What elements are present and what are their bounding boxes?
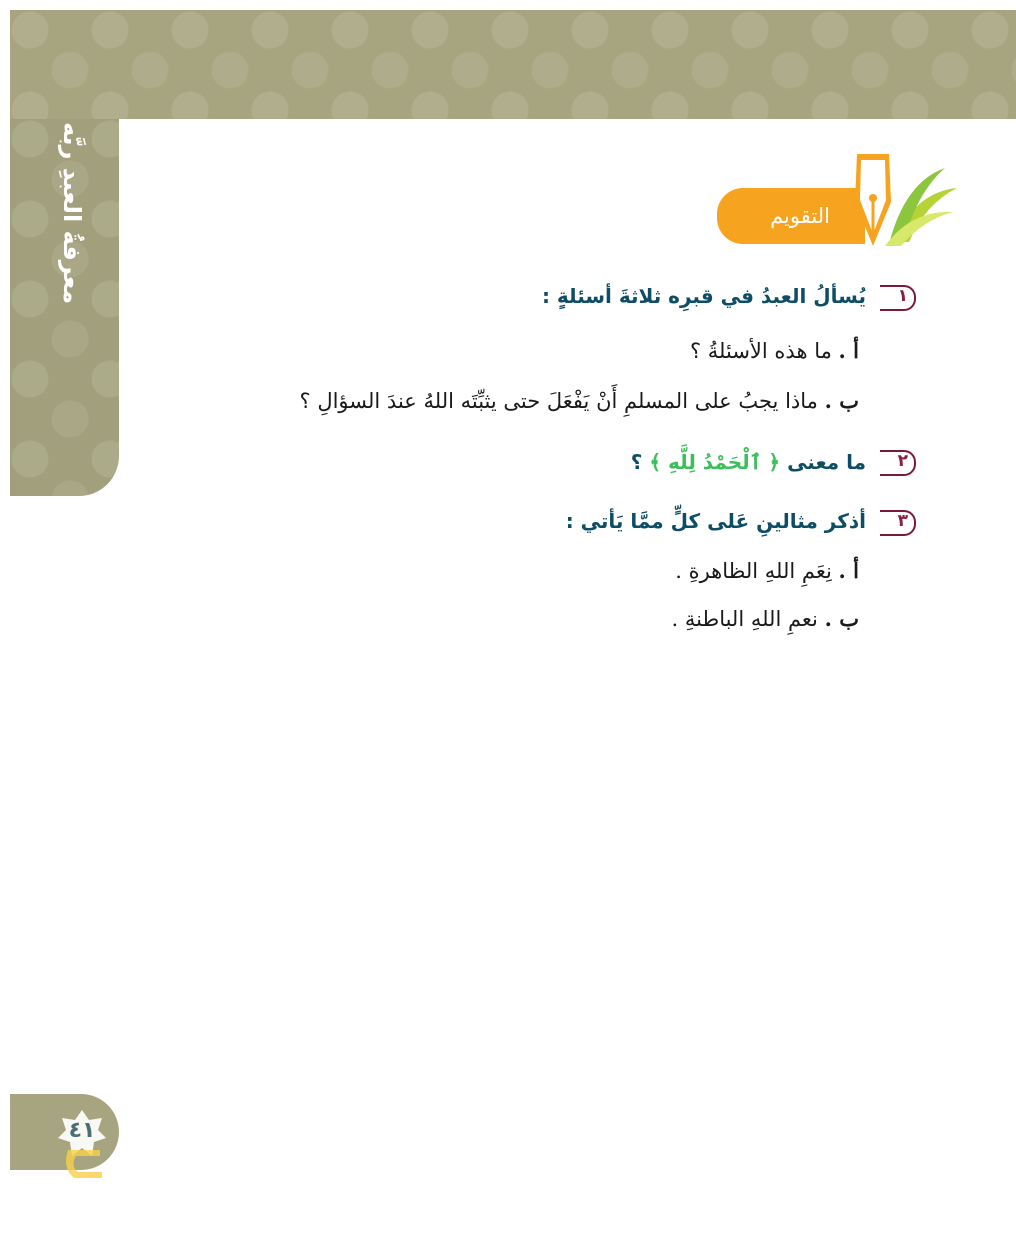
item-text: ماذا يجبُ على المسلمِ أَنْ يَفْعَلَ حتى يثبِّتَه اللهُ عندَ السؤالِ ؟ [299, 389, 818, 413]
logo-watermark-icon [60, 1144, 110, 1184]
question-number-badge: ١ [880, 285, 916, 311]
item-text: نعمِ اللهِ الباطنةِ . [671, 607, 818, 631]
item-marker: أ . [838, 338, 859, 363]
item-text: ما هذه الأسئلةُ ؟ [689, 339, 832, 363]
list-item [690, 338, 859, 363]
list-item [675, 558, 859, 583]
list-item [300, 388, 859, 413]
chapter-title: معرفةُ العبدِ ربَّه [58, 122, 86, 305]
header-band [10, 10, 1016, 119]
item-text: نِعَمِ اللهِ الظاهرةِ . [675, 559, 832, 583]
section-label: التقويم [770, 204, 830, 228]
pen-icon [845, 152, 960, 250]
question-text: أذكر مثالينِ عَلى كلٍّ ممَّا يَأتي : [565, 509, 866, 533]
item-marker: أ . [838, 558, 859, 583]
question-text: يُسألُ العبدُ في قبرِه ثلاثةَ أسئلةٍ : [541, 284, 866, 308]
question-text-before: ما معنى [787, 450, 866, 474]
question-number-badge: ٢ [880, 450, 916, 476]
page-number: ٤١ [68, 1118, 96, 1143]
item-marker: ب . [824, 606, 859, 631]
question-text [631, 450, 866, 474]
item-marker: ب . [824, 388, 859, 413]
question-text-after: ؟ [630, 450, 643, 474]
quran-verse: ﴿ ٱلْحَمْدُ لِلَّهِ ﴾ [649, 450, 781, 474]
list-item [672, 606, 859, 631]
question-number-badge: ٣ [880, 510, 916, 536]
